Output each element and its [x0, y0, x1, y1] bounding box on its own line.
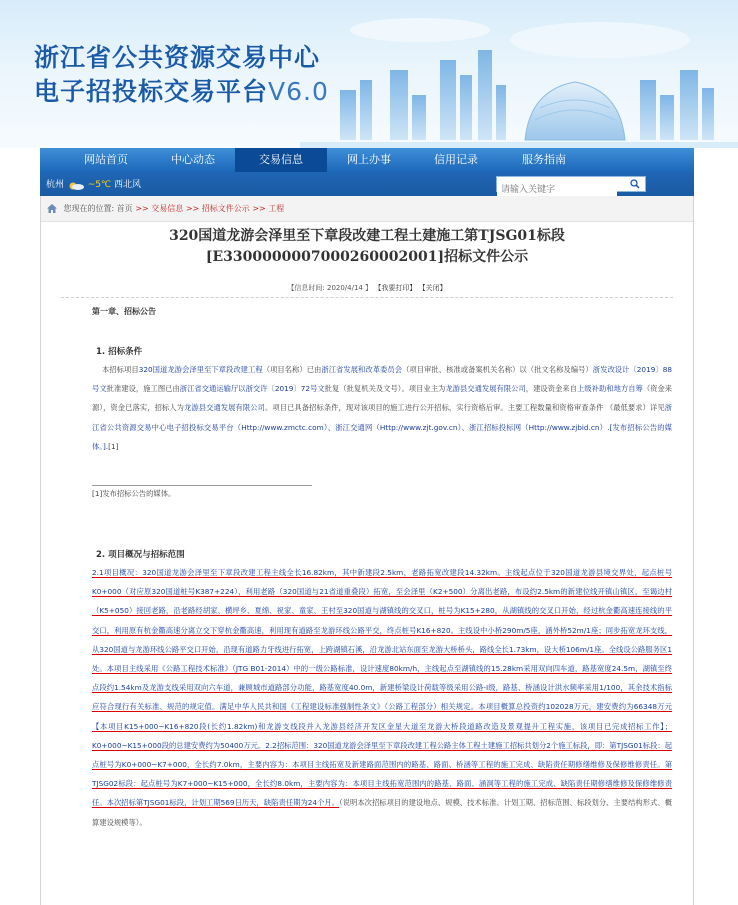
- search-button[interactable]: [625, 177, 645, 191]
- weather-temperature: ~5℃: [87, 180, 112, 190]
- content-panel: [40, 196, 694, 905]
- nav-trade-info[interactable]: 交易信息: [235, 148, 327, 172]
- weather-wind: 西北风: [114, 180, 142, 190]
- banner-title-text: 电子招投标交易平台: [34, 77, 269, 106]
- text: 。项目已具备招标条件，现对该项目的施工进行公开招标，实行资格后审。主要工程数量和资格审查条件 （最低要求）详见: [264, 403, 665, 413]
- text: 本招标项目: [102, 365, 139, 374]
- text: 批复（批复机关及文号）。项目业主为: [324, 384, 446, 394]
- breadcrumb-tender-docs[interactable]: 招标文件公示: [201, 204, 250, 213]
- footnote-divider: [92, 485, 312, 486]
- meta-date: 2020/4/14: [326, 284, 363, 292]
- meta-date-label: 【信息时间:: [287, 284, 325, 292]
- tenderer: 龙游县交通发展有限公司: [184, 403, 265, 413]
- nav-service-guide[interactable]: 服务指南: [522, 153, 566, 166]
- search-icon: [630, 179, 640, 189]
- approver: 浙江省发展和改革委员会: [321, 365, 403, 374]
- weather-widget: [46, 177, 141, 190]
- breadcrumb-home[interactable]: 首页: [116, 204, 133, 213]
- breadcrumb-separator: >>: [135, 204, 149, 213]
- banner-title-line1: 浙江省公共资源交易中心: [34, 43, 321, 72]
- article-title: [61, 226, 673, 268]
- section1-paragraph: [92, 360, 672, 456]
- breadcrumb-engineering[interactable]: 工程: [268, 204, 285, 213]
- project-name: 320国道龙游会泽里至下章段改建工程: [138, 365, 263, 374]
- footnote: [1]发布招标公告的媒体。: [92, 489, 176, 498]
- section2-heading: 2. 项目概况与招标范围: [96, 550, 185, 560]
- nav-credit-record[interactable]: 信用记录: [434, 153, 478, 166]
- cloudy-weather-icon: [67, 180, 85, 190]
- meta-date-end: 】: [365, 284, 373, 292]
- breadcrumb-trade-info[interactable]: 交易信息: [151, 204, 184, 213]
- search-box: [496, 176, 646, 192]
- nav-center-news[interactable]: 中心动态: [171, 153, 215, 166]
- publish-media[interactable]: 浙江省公共资源交易中心电子招投标交易平台（Http://www.zmctc.com）、浙江交通网（Http://www.zjt.gov.cn）、浙江招标投标网（Http://www.zjbid.cn）.[发布招标公告的媒体。].: [92, 403, 672, 451]
- approval-doc: 浙发改设计〔2019〕88号文: [92, 365, 673, 394]
- text: （项目审批、核准或备案机关名称）以（批文名称及编号）: [402, 365, 593, 374]
- text: 批准建设，施工图已由: [106, 384, 180, 394]
- text: ，建设资金来自: [525, 384, 577, 394]
- weather-search-bar: [40, 172, 694, 196]
- title-divider: [61, 297, 673, 298]
- fund-source: 上级补助和地方自筹: [577, 384, 643, 394]
- chapter-heading: 第一章、招标公告: [92, 307, 156, 316]
- text: （资金来源），资金已落实，招标人为: [92, 384, 673, 413]
- nav-home[interactable]: 网站首页: [84, 153, 128, 166]
- footnote-ref[interactable]: [1]: [108, 441, 119, 451]
- site-banner: [0, 0, 738, 148]
- breadcrumb: [41, 196, 693, 222]
- city-skyline-illustration: [300, 0, 738, 148]
- section2-paragraph: [92, 563, 672, 832]
- project-owner: 龙游县交通发展有限公司: [445, 384, 526, 394]
- nav-online-service[interactable]: 网上办事: [347, 153, 391, 166]
- breadcrumb-separator: >>: [185, 204, 200, 213]
- project-overview-text: 2.1项目概况：320国道龙游会泽里至下章段改建工程主线全长16.82km，其中新建段2.5km，老路拓宽改建段14.32km。主线起点位于320国道龙游县境交界处，起点桩号K0+000（对应原320国道桩号K387+224），利用老路（320国道与21省道重叠段）拓宽，至会泽里（K2+500）分离出老路，布设约2.5km的新建位线开镇山镇区，至谒边村（K5+050）接回老路，沿老路经胡家、横坪乡、夏绵、祝家、童家、王村至320国道与湖镇线的交叉口，桩号为K15+280，从湖镇线的交叉口开始，经过杭金衢高速连接线的平交口，利用原有杭金衢高速分离立交下穿杭金衢高速，利用现有道路至龙游环线公路平交，终点桩号K16+820。主线设中小桥290m/5座，涵外桥52m/1座；同步拓宽龙环支线，从320国道与龙游环线公路平交口开始，沿现有道路力牙线进行拓宽，上跨湖镇石溪，沿龙游北站东面至龙游大桥桥头，路线全长1.73km，设大桥106m/1座。全线设公路服务区1处。本项目主线采用《公路工程技术标准》（JTG B01-2014）中的一级公路标准，设计速度80km/h，主线起点至湖镇线的15.28km采用双向四车道，路基宽度24.5m，湖镇至终点段约1.54km及龙游支线采用双向六车道，兼顾城市道路部分功能，路基宽度40.0m，新建桥梁设计荷载等级采用公路-I级，路基、桥涵设计洪水频率采用1/100，其余技术指标应符合现行有关标准、规范的规定值。满足中华人民共和国《工程建设标准强制性条文》（公路工程部分）相关规定。本项目概算总投资约102028万元，建安费约为66348万元【本项目K15+000~K16+820段(长约1.82km)和龙游支线段并入龙游县经济开发区金星大道至龙游大桥段道路改造及景观提升工程实施，该项目已完成招标工作】；K0+000~K15+000段的总建安费约为50400万元。2.2招标范围：320国道龙游会泽里至下章段改建工程公路主体工程土建施工招标共划分2个施工标段，即：第TJSG01标段：起点桩号为K0+000~K7+000，全长约7.0km，主要内容为：本项目主线拓宽及新建路面范围内的路基、路面、桥涵等工程的施工完成、缺陷责任期修缮维修及保修维修责任。第TJSG02标段：起点桩号为K7+000~K15+000，全长约8.0km，主要内容为：本项目主线拓宽范围内的路基、路面、涵洞等工程的施工完成、缺陷责任期修缮维修及保修维修责任。本次招标第TJSG01标段，计划工期569日历天，缺陷责任期为24个月。: [92, 568, 672, 808]
- article-title-line1: 320国道龙游会泽里至下章段改建工程土建施工第TJSG01标段: [169, 228, 565, 244]
- search-input[interactable]: [497, 183, 617, 197]
- home-icon: [47, 204, 57, 213]
- banner-title-line2: [34, 72, 329, 108]
- approval-doc2: 浙江省交通运输厅以浙交许〔2019〕72号文: [179, 384, 325, 394]
- weather-city: 杭州: [46, 180, 65, 190]
- article-title-line2: [E3300000007000260002001]招标文件公示: [205, 249, 529, 265]
- main-navigation: [40, 148, 694, 172]
- print-link[interactable]: 【我要打印】: [374, 284, 417, 292]
- breadcrumb-separator: >>: [252, 204, 266, 213]
- section1-heading: 1. 招标条件: [96, 347, 143, 357]
- section2-note: （说明本次招标项目的建设地点、规模、技术标准、计划工期、招标范围、标段划分、主要结构形式、概算建设规模等）。: [92, 798, 672, 827]
- banner-version: V6.0: [268, 77, 329, 106]
- breadcrumb-prefix: 您现在的位置:: [63, 204, 115, 213]
- close-link[interactable]: 【关闭】: [418, 284, 447, 292]
- text: （项目名称）已由: [262, 365, 322, 374]
- article-meta: [41, 283, 693, 293]
